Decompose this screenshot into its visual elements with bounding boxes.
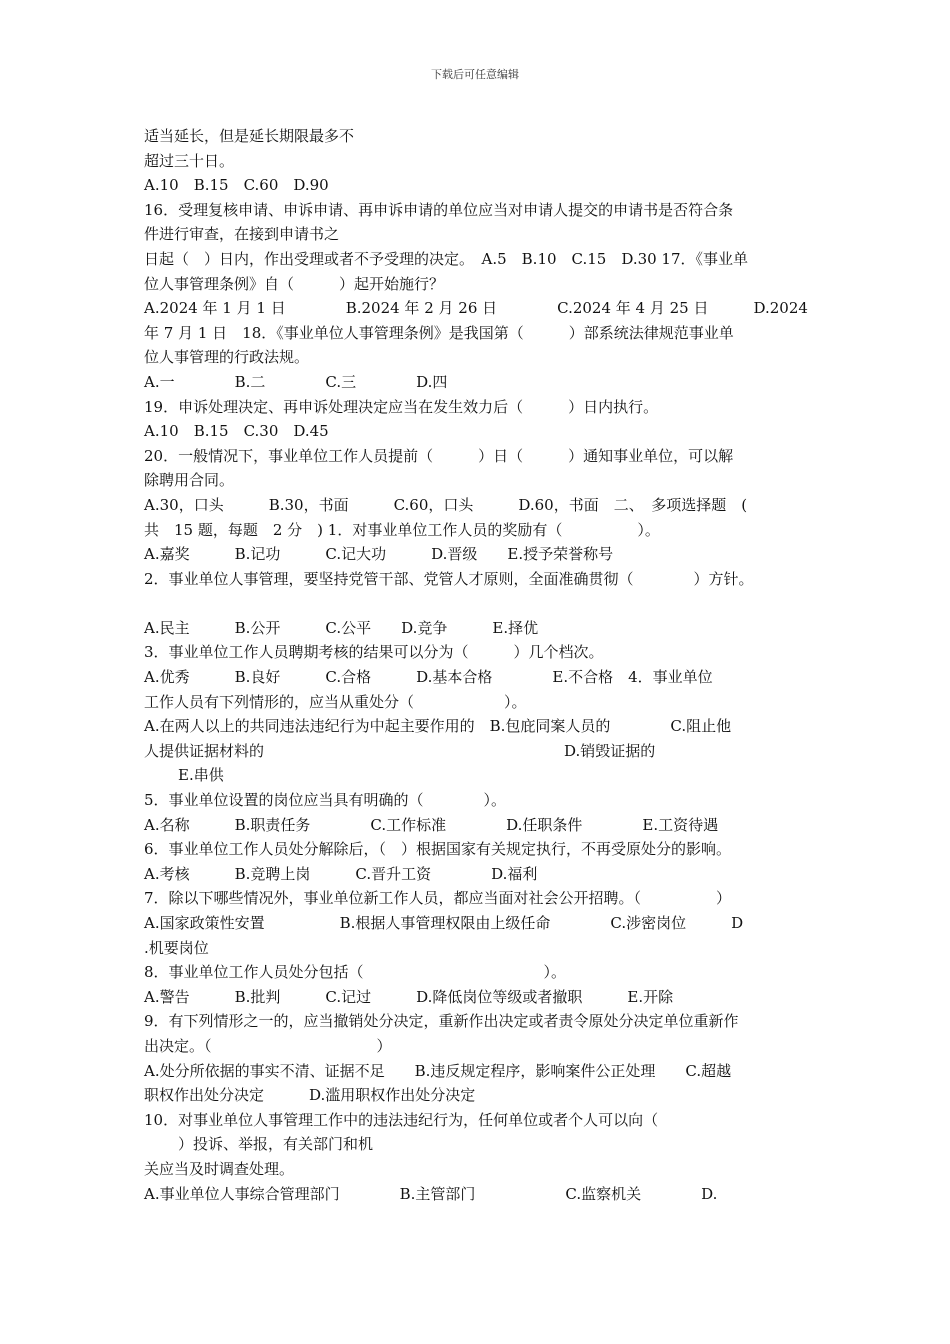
answer-options: A.30，口头 B.30，书面 C.60，口头 D.60，书面 二、 多项选择题 (	[144, 495, 748, 514]
answer-options: A.处分所依据的事实不清、证据不足 B.违反规定程序，影响案件公正处理 C.超越	[144, 1061, 732, 1080]
multi-question-5: 5．事业单位设置的岗位应当具有明确的（ ）。	[144, 791, 507, 810]
text-line: 件进行审查，在接到申请书之	[144, 225, 340, 244]
document-body	[144, 124, 812, 1206]
question-16: 16．受理复核申请、申诉申请、再申诉申请的单位应当对申请人提交的申请书是否符合条	[144, 200, 734, 219]
answer-options: A.考核 B.竞聘上岗 C.晋升工资 D.福利	[144, 864, 538, 883]
text-line: 除聘用合同。	[144, 471, 235, 490]
text-line: 超过三十日。	[144, 151, 235, 170]
answer-options: A.国家政策性安置 B.根据人事管理权限由上级任命 C.涉密岗位 D	[144, 914, 744, 932]
text-line: 适当延长，但是延长期限最多不	[144, 127, 355, 145]
answer-options: A.事业单位人事综合管理部门 B.主管部门 C.监察机关 D.	[144, 1184, 718, 1203]
multi-question-6: 6．事业单位工作人员处分解除后，（ ）根据国家有关规定执行，不再受原处分的影响。	[144, 840, 732, 859]
answer-options: A.2024 年 1 月 1 日 B.2024 年 2 月 26 日 C.2024 年 4 月 25 日 D.2024	[144, 299, 808, 318]
answer-options: A.10 B.15 C.30 D.45	[144, 422, 329, 441]
answer-options: A.一 B.二 C.三 D.四	[144, 372, 448, 391]
answer-options: 人提供证据材料的 D.销毁证据的	[144, 741, 656, 760]
multi-question-10: 10．对事业单位人事管理工作中的违法违纪行为，任何单位或者个人可以向（	[144, 1110, 659, 1129]
page-header: 下载后可任意编辑	[431, 68, 519, 81]
answer-options: A.名称 B.职责任务 C.工作标准 D.任职条件 E.工资待遇	[144, 815, 719, 834]
text-line: 日起（ ）日内，作出受理或者不予受理的决定。 A.5 B.10 C.15 D.30 17．《事业单	[144, 249, 749, 268]
answer-options: E.串供	[178, 766, 224, 785]
question-18: 年 7 月 1 日 18．《事业单位人事管理条例》是我国第（ ）部系统法律规范事业单	[144, 323, 734, 342]
multi-question-1: 共 15 题，每题 2 分 ) 1．对事业单位工作人员的奖励有（ ）。	[144, 520, 660, 539]
answer-options: A.10 B.15 C.60 D.90	[144, 176, 329, 195]
text-line: 关应当及时调查处理。	[144, 1159, 295, 1178]
multi-question-8: 8．事业单位工作人员处分包括（ ）。	[144, 963, 567, 982]
answer-options: A.民主 B.公开 C.公平 D.竞争 E.择优	[144, 618, 539, 637]
blank-line	[144, 591, 812, 616]
text-line: ）投诉、举报，有关部门和机	[178, 1135, 374, 1154]
text-line: 位人事管理条例》自（ ）起开始施行？	[144, 274, 445, 293]
answer-options: A.在两人以上的共同违法违纪行为中起主要作用的 B.包庇同案人员的 C.阻止他	[144, 717, 732, 736]
text-line: 出决定。（ ）	[144, 1036, 392, 1055]
question-19: 19．申诉处理决定、再申诉处理决定应当在发生效力后（ ）日内执行。	[144, 397, 659, 416]
answer-options: A.优秀 B.良好 C.合格 D.基本合格 E.不合格 4．事业单位	[144, 668, 713, 687]
answer-options: A.嘉奖 B.记功 C.记大功 D.晋级 E.授予荣誉称号	[144, 545, 614, 564]
multi-question-7: 7．除以下哪些情况外，事业单位新工作人员，都应当面对社会公开招聘。（ ）	[144, 889, 732, 908]
multi-question-2: 2．事业单位人事管理，要坚持党管干部、党管人才原则，全面准确贯彻（ ）方针。	[144, 569, 754, 588]
multi-question-3: 3．事业单位工作人员聘期考核的结果可以分为（ ）几个档次。	[144, 643, 604, 662]
text-line: 位人事管理的行政法规。	[144, 348, 310, 367]
question-20: 20．一般情况下，事业单位工作人员提前（ ）日（ ）通知事业单位，可以解	[144, 446, 734, 465]
answer-options: A.警告 B.批判 C.记过 D.降低岗位等级或者撤职 E.开除	[144, 987, 674, 1006]
text-line: 工作人员有下列情形的，应当从重处分（ ）。	[144, 692, 527, 711]
answer-options: 职权作出处分决定 D.滥用职权作出处分决定	[144, 1086, 476, 1105]
answer-options: .机要岗位	[144, 938, 209, 957]
multi-question-9: 9．有下列情形之一的，应当撤销处分决定，重新作出决定或者责令原处分决定单位重新作	[144, 1012, 739, 1031]
